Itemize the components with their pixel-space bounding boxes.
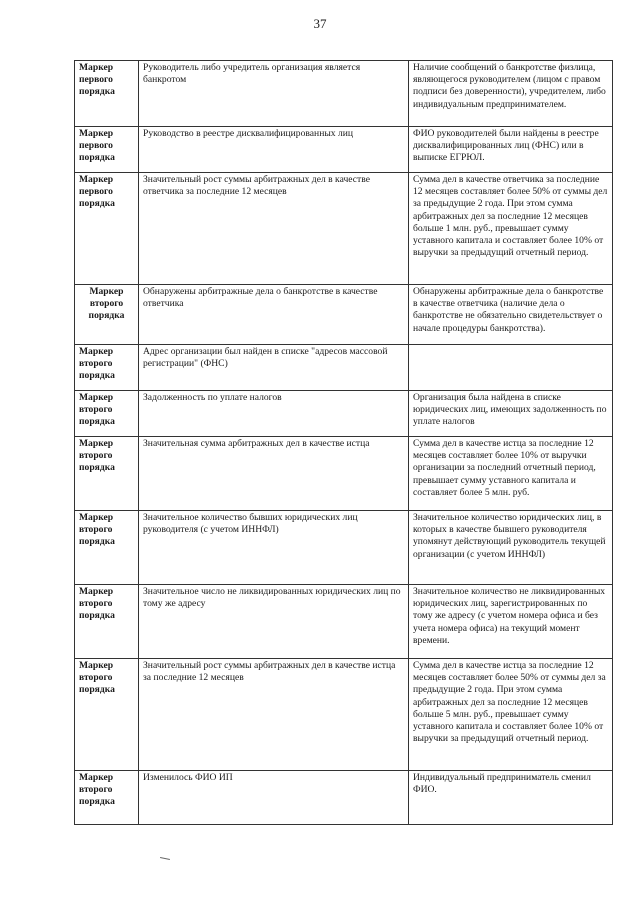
marker-level: Маркер второго порядка [75,511,139,585]
marker-description: Руководство в реестре дисквалифицированных лиц [139,127,409,173]
marker-level: Маркер второго порядка [75,585,139,659]
marker-description: Обнаружены арбитражные дела о банкротстве в качестве ответчика [139,285,409,345]
marker-condition: Обнаружены арбитражные дела о банкротстве в качестве ответчика (наличие дела о банкротстве не обязательно свидетельствует о начале процедуры банкротства). [409,285,613,345]
scan-artifact [160,857,170,860]
marker-condition: Значительное количество не ликвидированных юридических лиц, зарегистрированных по тому же адресу (с учетом номера офиса и без учета номера офиса) на текущий момент времени. [409,585,613,659]
marker-condition: Организация была найдена в списке юридических лиц, имеющих задолженность по уплате налогов [409,391,613,437]
marker-level: Маркер второго порядка [75,285,139,345]
marker-condition: Сумма дел в качестве истца за последние 12 месяцев составляет более 10% от выручки организации за последний отчетный период, превышает сумму уставного капитала и составляет более 5 млн. руб. [409,437,613,511]
marker-condition: Значительное количество юридических лиц, в которых в качестве бывшего руководителя упомянут действующий руководитель текущей организации (с учетом ИННФЛ) [409,511,613,585]
marker-description: Значительный рост суммы арбитражных дел в качестве истца за последние 12 месяцев [139,659,409,771]
table-row [75,61,613,127]
table-row [75,659,613,771]
marker-condition: Сумма дел в качестве ответчика за последние 12 месяцев составляет более 50% от суммы дел за предыдущие 2 года. При этом сумма арбитражных дел за последние 12 месяцев больше 1 млн. руб., превышает сумму уставного капитала и составляет более 10% от выручки за предыдущий отчетный период. [409,173,613,285]
marker-level: Маркер второго порядка [75,771,139,825]
marker-condition: ФИО руководителей были найдены в реестре дисквалифицированных лиц (ФНС) или в выписке ЕГРЮЛ. [409,127,613,173]
marker-level: Маркер первого порядка [75,127,139,173]
marker-condition: Индивидуальный предприниматель сменил ФИО. [409,771,613,825]
marker-level: Маркер второго порядка [75,659,139,771]
table-row [75,585,613,659]
risk-markers-table [74,60,613,825]
marker-condition [409,345,613,391]
table-row [75,173,613,285]
table-row [75,345,613,391]
marker-level: Маркер первого порядка [75,61,139,127]
marker-description: Задолженность по уплате налогов [139,391,409,437]
marker-description: Значительное количество бывших юридических лиц руководителя (с учетом ИННФЛ) [139,511,409,585]
page-number: 37 [313,16,327,31]
table-row [75,511,613,585]
marker-level: Маркер второго порядка [75,437,139,511]
marker-description: Значительный рост суммы арбитражных дел в качестве ответчика за последние 12 месяцев [139,173,409,285]
marker-level: Маркер второго порядка [75,345,139,391]
table-row [75,437,613,511]
table-row [75,285,613,345]
marker-level: Маркер первого порядка [75,173,139,285]
marker-level: Маркер второго порядка [75,391,139,437]
table-row [75,391,613,437]
table-row [75,127,613,173]
marker-condition: Наличие сообщений о банкротстве физлица, являющегося руководителем (лицом с правом подписи без доверенности), учредителем, либо индивидуальным предпринимателем. [409,61,613,127]
marker-description: Значительная сумма арбитражных дел в качестве истца [139,437,409,511]
marker-description: Изменилось ФИО ИП [139,771,409,825]
marker-description: Руководитель либо учредитель организация является банкротом [139,61,409,127]
marker-condition: Сумма дел в качестве истца за последние 12 месяцев составляет более 50% от суммы дел за предыдущие 2 года. При этом сумма арбитражных дел за последние 12 месяцев больше 5 млн. руб., превышает сумму уставного капитала и составляет более 10% от выручки за предыдущий отчетный период. [409,659,613,771]
marker-description: Значительное число не ликвидированных юридических лиц по тому же адресу [139,585,409,659]
marker-description: Адрес организации был найден в списке "адресов массовой регистрации" (ФНС) [139,345,409,391]
table-row [75,771,613,825]
